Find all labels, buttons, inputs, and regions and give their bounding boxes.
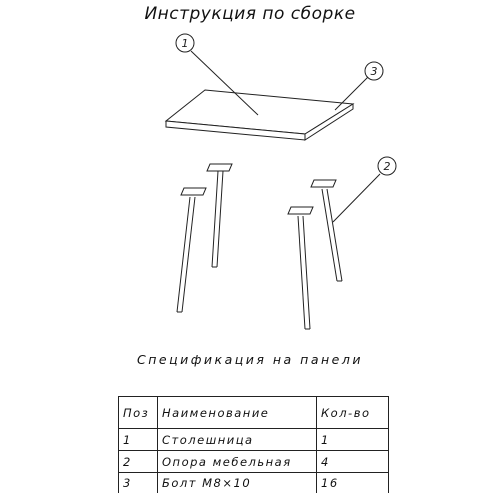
header-qty: Кол-во xyxy=(317,397,389,429)
spec-table-header xyxy=(119,397,389,429)
leg-back-left xyxy=(207,164,232,267)
table-row xyxy=(119,451,389,473)
row-name: Столешница xyxy=(158,429,317,451)
callout-label-3: 3 xyxy=(370,65,378,78)
row-pos: 3 xyxy=(119,473,158,494)
row-name: Опора мебельная xyxy=(158,451,317,473)
table-row xyxy=(119,429,389,451)
row-pos: 1 xyxy=(119,429,158,451)
spec-title: Спецификация на панели xyxy=(137,352,363,367)
page-title: Инструкция по сборке xyxy=(144,4,356,24)
leg-front-right xyxy=(288,207,313,329)
header-name: Наименование xyxy=(158,397,317,429)
table-row xyxy=(119,473,389,494)
row-qty: 1 xyxy=(317,429,389,451)
header-pos: Поз xyxy=(119,397,158,429)
leader-line-2 xyxy=(333,174,380,222)
spec-table xyxy=(118,396,389,493)
leg-front-left xyxy=(177,188,206,312)
callout-label-1: 1 xyxy=(181,37,189,50)
row-qty: 4 xyxy=(317,451,389,473)
row-name: Болт М8×10 xyxy=(158,473,317,494)
row-qty: 16 xyxy=(317,473,389,494)
row-pos: 2 xyxy=(119,451,158,473)
leg-back-right xyxy=(311,180,342,281)
callout-label-2: 2 xyxy=(383,160,391,173)
tabletop-part xyxy=(166,90,353,140)
